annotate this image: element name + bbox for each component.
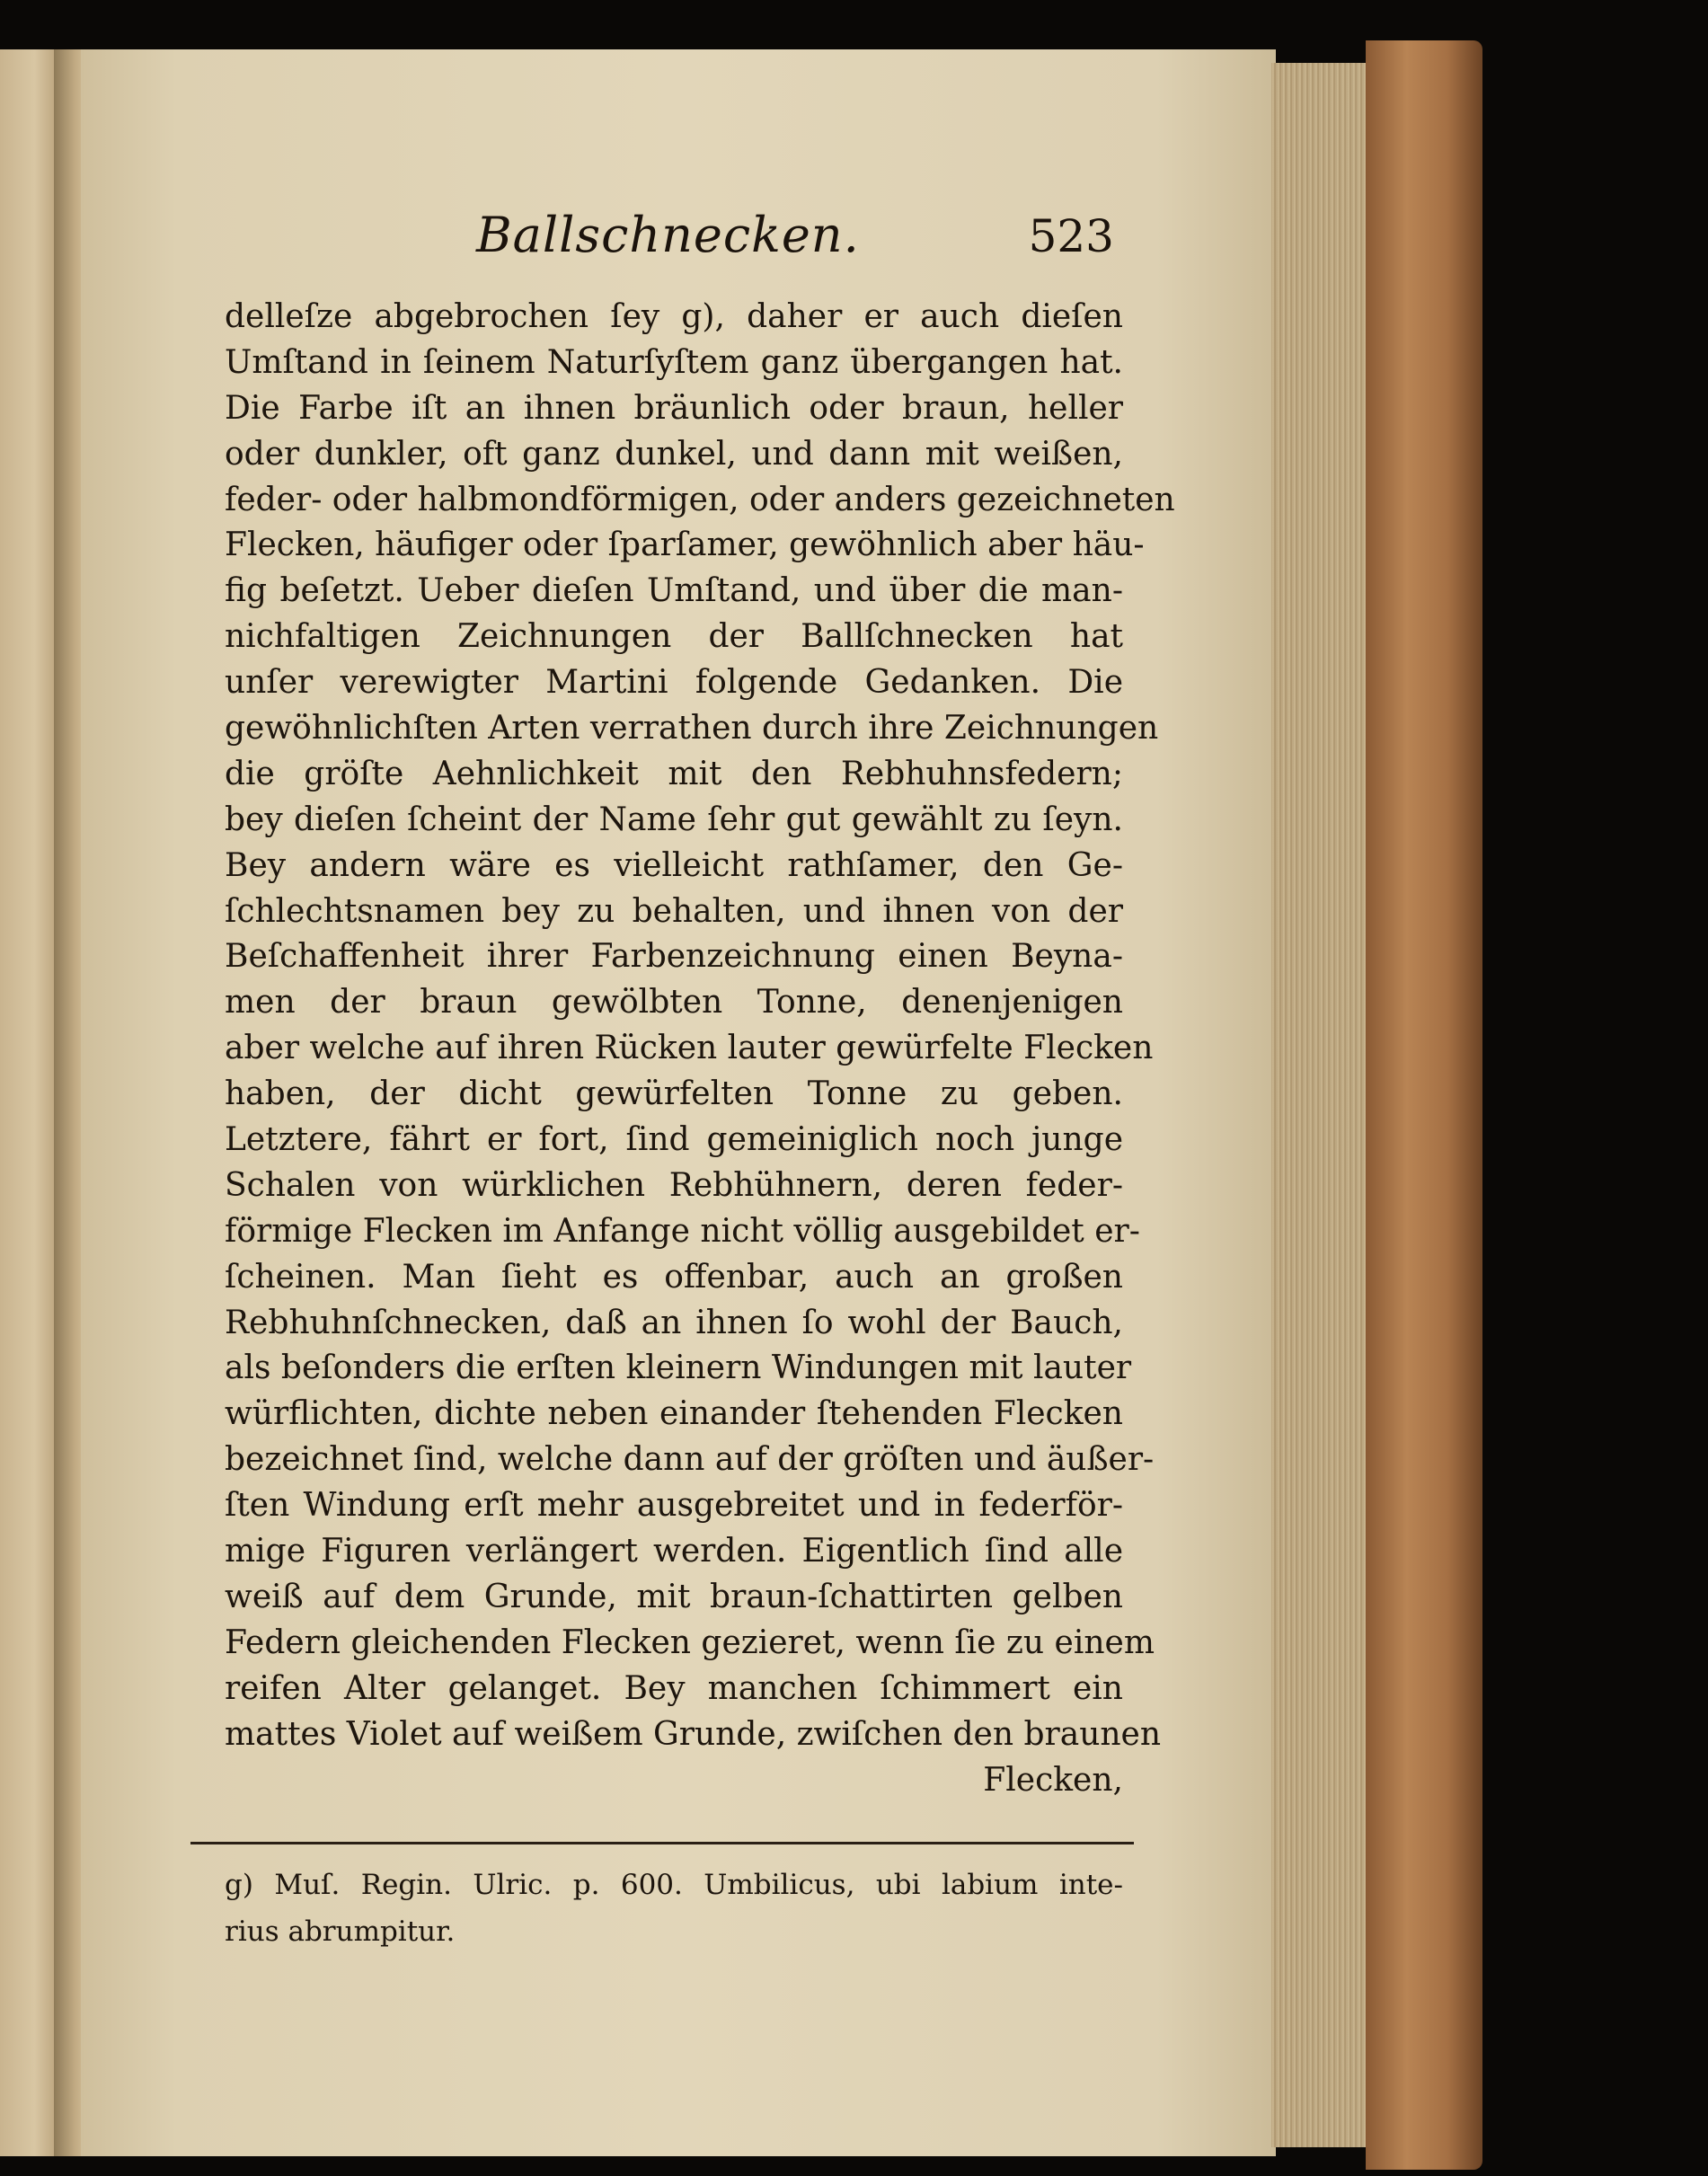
text-line: oder dunkler, oft ganz dunkel, und dann mit weißen, [225,435,1123,473]
text-line: bey dieſen ſcheint der Name ſehr gut gewählt zu ſeyn. [225,801,1123,838]
text-line: Umſtand in ſeinem Naturſyſtem ganz übergangen hat. [225,343,1123,381]
text-line: gewöhnlichſten Arten verrathen durch ihre Zeichnungen [225,710,1159,747]
text-line: mattes Violet auf weißem Grunde, zwiſchen den braunen [225,1715,1162,1753]
footnote-line: g) Muſ. Regin. Ulric. p. 600. Umbilicus, ubi labium inte- [225,1869,1123,1901]
text-line: Schalen von würklichen Rebhühnern, deren feder- [225,1166,1123,1204]
text-line: Beſchaffenheit ihrer Farbenzeichnung einen Beyna- [225,938,1123,976]
catchword-line: Flecken, [983,1761,1123,1799]
page-stack-edge [1271,63,1375,2147]
text-line: Letztere, fährt er fort, ſind gemeiniglich noch junge [225,1121,1123,1159]
body-text [225,295,1175,1803]
footnote-rule [190,1842,1134,1844]
text-line: Flecken, häufiger oder ſparſamer, gewöhnlich aber häu- [225,526,1145,564]
text-line: men der braun gewölbten Tonne, denenjenigen [225,984,1123,1022]
text-line: ſchlechtsnamen bey zu behalten, und ihnen von der [225,892,1123,930]
text-line: reifen Alter gelanget. Bey manchen ſchimmert ein [225,1669,1123,1707]
footnote-line: rius abrumpitur. [225,1915,456,1948]
text-line: ſten Windung erſt mehr ausgebreitet und in federför- [225,1487,1123,1525]
text-line: unſer verewigter Martini folgende Gedanken. Die [225,664,1123,702]
text-line: feder- oder halbmondförmigen, oder anders gezeichneten [225,481,1175,518]
text-line: die gröſte Aehnlichkeit mit den Rebhuhnsfedern; [225,755,1123,792]
page-number: 523 [1028,210,1114,262]
text-line: Federn gleichenden Flecken gezieret, wenn ſie zu einem [225,1623,1155,1661]
text-line: delleſze abgebrochen ſey g), daher er auch dieſen [225,298,1123,335]
text-line: nichfaltigen Zeichnungen der Ballſchnecken hat [225,618,1123,656]
page-header [476,207,1114,279]
text-line: haben, der dicht gewürfelten Tonne zu geben. [225,1075,1123,1113]
text-line: weiß auf dem Grunde, mit braun-ſchattirten gelben [225,1578,1123,1615]
text-line: Rebhuhnſchnecken, daß an ihnen ſo wohl der Bauch, [225,1304,1123,1341]
text-line: aber welche auf ihren Rücken lauter gewürfelte Flecken [225,1030,1154,1067]
text-line: mige Figuren verlängert werden. Eigentlich ſind alle [225,1533,1123,1570]
text-line: ſcheinen. Man ſieht es offenbar, auch an großen [225,1258,1123,1296]
text-line: würflichten, dichte neben einander ſtehenden Flecken [225,1395,1123,1433]
footnote [225,1862,1123,1955]
text-line: bezeichnet ſind, welche dann auf der gröſten und äußer- [225,1441,1155,1479]
text-line: fig beſetzt. Ueber dieſen Umſtand, und über die man- [225,572,1123,610]
text-line: förmige Flecken im Anfange nicht völlig ausgebildet er- [225,1212,1140,1250]
text-line: Bey andern wäre es vielleicht rathſamer, den Ge- [225,846,1123,884]
running-title: Ballschnecken. [476,207,860,263]
text-line: als beſonders die erſten kleinern Windungen mit lauter [225,1349,1132,1387]
book-cover-edge [1366,40,1482,2170]
text-line: Die Farbe iſt an ihnen bräunlich oder braun, heller [225,389,1123,427]
